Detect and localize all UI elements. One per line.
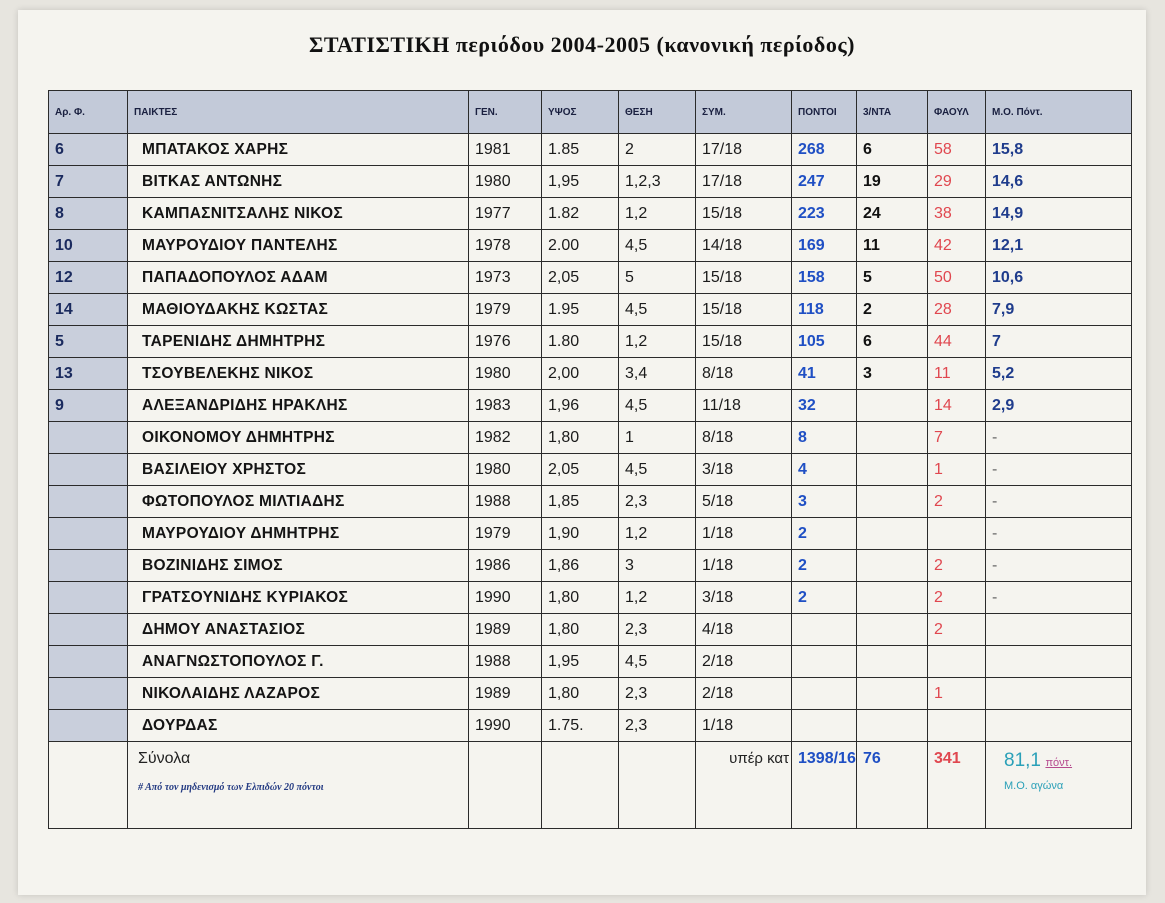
player-number-cell: 12 [49, 262, 128, 294]
position-cell: 1,2 [619, 582, 696, 614]
table-row [49, 358, 1132, 390]
header-games: ΣΥΜ. [696, 91, 792, 134]
average-points-cell [986, 646, 1132, 678]
position-cell: 2,3 [619, 486, 696, 518]
threes-cell [857, 614, 928, 646]
stats-table [48, 90, 1132, 829]
player-number-cell: 7 [49, 166, 128, 198]
header-position: ΘΕΣΗ [619, 91, 696, 134]
player-name-cell: ΤΣΟΥΒΕΛΕΚΗΣ ΝΙΚΟΣ [128, 358, 469, 390]
header-number: Αρ. Φ. [49, 91, 128, 134]
fouls-cell [928, 710, 986, 742]
player-number-cell [49, 486, 128, 518]
average-points-cell: 7,9 [986, 294, 1132, 326]
fouls-cell [928, 518, 986, 550]
birth-year-cell: 1973 [469, 262, 542, 294]
threes-cell: 11 [857, 230, 928, 262]
fouls-cell: 11 [928, 358, 986, 390]
player-name-cell: ΠΑΠΑΔΟΠΟΥΛΟΣ ΑΔΑΜ [128, 262, 469, 294]
threes-cell: 2 [857, 294, 928, 326]
player-name-cell: ΝΙΚΟΛΑΙΔΗΣ ΛΑΖΑΡΟΣ [128, 678, 469, 710]
table-row [49, 166, 1132, 198]
player-number-cell: 8 [49, 198, 128, 230]
height-cell: 1,90 [542, 518, 619, 550]
birth-year-cell: 1990 [469, 710, 542, 742]
table-row [49, 486, 1132, 518]
position-cell: 2,3 [619, 710, 696, 742]
fouls-cell: 2 [928, 614, 986, 646]
table-row [49, 390, 1132, 422]
height-cell: 2,00 [542, 358, 619, 390]
threes-cell [857, 646, 928, 678]
average-points-cell: 12,1 [986, 230, 1132, 262]
table-row [49, 454, 1132, 486]
birth-year-cell: 1978 [469, 230, 542, 262]
height-cell: 1,95 [542, 646, 619, 678]
table-row [49, 230, 1132, 262]
birth-year-cell: 1990 [469, 582, 542, 614]
fouls-cell: 1 [928, 678, 986, 710]
player-number-cell [49, 710, 128, 742]
position-cell: 3,4 [619, 358, 696, 390]
birth-year-cell: 1989 [469, 614, 542, 646]
table-row [49, 710, 1132, 742]
position-cell: 3 [619, 550, 696, 582]
player-number-cell [49, 678, 128, 710]
birth-year-cell: 1986 [469, 550, 542, 582]
games-played-cell: 15/18 [696, 294, 792, 326]
fouls-cell: 2 [928, 486, 986, 518]
player-name-cell: ΒΑΣΙΛΕΙΟΥ ΧΡΗΣΤΟΣ [128, 454, 469, 486]
table-row [49, 518, 1132, 550]
fouls-cell: 2 [928, 582, 986, 614]
height-cell: 2,05 [542, 454, 619, 486]
fouls-cell: 38 [928, 198, 986, 230]
threes-cell [857, 486, 928, 518]
average-points-cell: - [986, 486, 1132, 518]
birth-year-cell: 1982 [469, 422, 542, 454]
player-number-cell [49, 454, 128, 486]
player-name-cell: ΔΗΜΟΥ ΑΝΑΣΤΑΣΙΟΣ [128, 614, 469, 646]
average-points-cell [986, 678, 1132, 710]
threes-cell: 5 [857, 262, 928, 294]
fouls-cell: 14 [928, 390, 986, 422]
games-played-cell: 3/18 [696, 582, 792, 614]
position-cell: 1,2,3 [619, 166, 696, 198]
player-name-cell: ΔΟΥΡΔΑΣ [128, 710, 469, 742]
player-number-cell [49, 646, 128, 678]
player-name-cell: ΚΑΜΠΑΣΝΙΤΣΑΛΗΣ ΝΙΚΟΣ [128, 198, 469, 230]
player-name-cell: ΜΑΘΙΟΥΔΑΚΗΣ ΚΩΣΤΑΣ [128, 294, 469, 326]
player-name-cell: ΑΝΑΓΝΩΣΤΟΠΟΥΛΟΣ Γ. [128, 646, 469, 678]
threes-cell [857, 678, 928, 710]
points-cell: 223 [792, 198, 857, 230]
player-name-cell: ΑΛΕΞΑΝΔΡΙΔΗΣ ΗΡΑΚΛΗΣ [128, 390, 469, 422]
height-cell: 1,85 [542, 486, 619, 518]
document-sheet [18, 10, 1146, 895]
games-played-cell: 15/18 [696, 326, 792, 358]
position-cell: 1 [619, 422, 696, 454]
games-played-cell: 11/18 [696, 390, 792, 422]
position-cell: 5 [619, 262, 696, 294]
totals-games: υπέρ κατ [696, 742, 792, 829]
height-cell: 1,80 [542, 678, 619, 710]
average-points-cell: 14,9 [986, 198, 1132, 230]
points-cell: 247 [792, 166, 857, 198]
player-number-cell: 14 [49, 294, 128, 326]
fouls-cell: 7 [928, 422, 986, 454]
points-cell: 268 [792, 134, 857, 166]
table-row [49, 678, 1132, 710]
position-cell: 4,5 [619, 294, 696, 326]
totals-average-unit: πόντ. [1045, 757, 1073, 769]
totals-num-cell [49, 742, 128, 829]
player-number-cell: 10 [49, 230, 128, 262]
birth-year-cell: 1988 [469, 646, 542, 678]
threes-cell: 3 [857, 358, 928, 390]
player-name-cell: ΟΙΚΟΝΟΜΟΥ ΔΗΜΗΤΡΗΣ [128, 422, 469, 454]
fouls-cell: 44 [928, 326, 986, 358]
points-cell: 2 [792, 550, 857, 582]
birth-year-cell: 1988 [469, 486, 542, 518]
position-cell: 4,5 [619, 454, 696, 486]
points-cell [792, 614, 857, 646]
table-header-row [49, 91, 1132, 134]
fouls-cell: 58 [928, 134, 986, 166]
height-cell: 2,05 [542, 262, 619, 294]
table-row [49, 646, 1132, 678]
games-played-cell: 1/18 [696, 550, 792, 582]
birth-year-cell: 1977 [469, 198, 542, 230]
position-cell: 1,2 [619, 518, 696, 550]
games-played-cell: 15/18 [696, 262, 792, 294]
player-name-cell: ΜΑΥΡΟΥΔΙΟΥ ΠΑΝΤΕΛΗΣ [128, 230, 469, 262]
birth-year-cell: 1976 [469, 326, 542, 358]
header-points: ΠΟΝΤΟΙ [792, 91, 857, 134]
player-name-cell: ΒΟΖΙΝΙΔΗΣ ΣΙΜΟΣ [128, 550, 469, 582]
height-cell: 1.80 [542, 326, 619, 358]
table-row [49, 198, 1132, 230]
points-cell: 158 [792, 262, 857, 294]
points-cell: 32 [792, 390, 857, 422]
totals-pos-cell [619, 742, 696, 829]
points-cell: 8 [792, 422, 857, 454]
position-cell: 4,5 [619, 646, 696, 678]
table-row [49, 614, 1132, 646]
height-cell: 1.75. [542, 710, 619, 742]
table-row [49, 550, 1132, 582]
birth-year-cell: 1989 [469, 678, 542, 710]
height-cell: 2.00 [542, 230, 619, 262]
table-row [49, 422, 1132, 454]
average-points-cell: 14,6 [986, 166, 1132, 198]
position-cell: 4,5 [619, 230, 696, 262]
average-points-cell: - [986, 454, 1132, 486]
points-cell: 105 [792, 326, 857, 358]
player-name-cell: ΓΡΑΤΣΟΥΝΙΔΗΣ ΚΥΡΙΑΚΟΣ [128, 582, 469, 614]
height-cell: 1,86 [542, 550, 619, 582]
threes-cell: 6 [857, 326, 928, 358]
average-points-cell: 2,9 [986, 390, 1132, 422]
fouls-cell: 42 [928, 230, 986, 262]
player-number-cell [49, 550, 128, 582]
totals-height-cell [542, 742, 619, 829]
games-played-cell: 15/18 [696, 198, 792, 230]
birth-year-cell: 1980 [469, 454, 542, 486]
birth-year-cell: 1983 [469, 390, 542, 422]
player-number-cell [49, 422, 128, 454]
player-name-cell: ΒΙΤΚΑΣ ΑΝΤΩΝΗΣ [128, 166, 469, 198]
average-points-cell: - [986, 582, 1132, 614]
games-played-cell: 2/18 [696, 678, 792, 710]
fouls-cell: 29 [928, 166, 986, 198]
threes-cell [857, 550, 928, 582]
games-played-cell: 1/18 [696, 710, 792, 742]
threes-cell [857, 454, 928, 486]
player-name-cell: ΤΑΡΕΝΙΔΗΣ ΔΗΜΗΤΡΗΣ [128, 326, 469, 358]
player-number-cell: 5 [49, 326, 128, 358]
games-played-cell: 17/18 [696, 134, 792, 166]
position-cell: 1,2 [619, 198, 696, 230]
totals-row [49, 742, 1132, 829]
height-cell: 1,80 [542, 614, 619, 646]
header-average: Μ.Ο. Πόντ. [986, 91, 1132, 134]
player-name-cell: ΜΑΥΡΟΥΔΙΟΥ ΔΗΜΗΤΡΗΣ [128, 518, 469, 550]
games-played-cell: 2/18 [696, 646, 792, 678]
player-number-cell [49, 582, 128, 614]
totals-birth-cell [469, 742, 542, 829]
position-cell: 2,3 [619, 678, 696, 710]
points-cell: 169 [792, 230, 857, 262]
player-number-cell: 6 [49, 134, 128, 166]
header-fouls: ΦΑΟΥΛ [928, 91, 986, 134]
fouls-cell: 1 [928, 454, 986, 486]
birth-year-cell: 1980 [469, 358, 542, 390]
birth-year-cell: 1979 [469, 518, 542, 550]
fouls-cell: 28 [928, 294, 986, 326]
threes-cell [857, 422, 928, 454]
points-cell [792, 710, 857, 742]
birth-year-cell: 1980 [469, 166, 542, 198]
games-played-cell: 4/18 [696, 614, 792, 646]
games-played-cell: 8/18 [696, 358, 792, 390]
totals-threes: 76 [857, 742, 928, 829]
totals-average-cell [986, 742, 1132, 829]
average-points-cell: - [986, 422, 1132, 454]
threes-cell [857, 390, 928, 422]
games-played-cell: 14/18 [696, 230, 792, 262]
height-cell: 1.82 [542, 198, 619, 230]
average-points-cell: - [986, 550, 1132, 582]
height-cell: 1.95 [542, 294, 619, 326]
average-points-cell [986, 710, 1132, 742]
threes-cell: 24 [857, 198, 928, 230]
threes-cell [857, 710, 928, 742]
average-points-cell: 7 [986, 326, 1132, 358]
games-played-cell: 1/18 [696, 518, 792, 550]
header-height: ΥΨΟΣ [542, 91, 619, 134]
points-cell [792, 678, 857, 710]
player-name-cell: ΦΩΤΟΠΟΥΛΟΣ ΜΙΛΤΙΑΔΗΣ [128, 486, 469, 518]
threes-cell: 19 [857, 166, 928, 198]
points-cell: 2 [792, 518, 857, 550]
table-row [49, 326, 1132, 358]
birth-year-cell: 1979 [469, 294, 542, 326]
average-points-cell: 5,2 [986, 358, 1132, 390]
position-cell: 1,2 [619, 326, 696, 358]
points-cell: 4 [792, 454, 857, 486]
games-played-cell: 8/18 [696, 422, 792, 454]
header-threes: 3/ΝΤΑ [857, 91, 928, 134]
position-cell: 2,3 [619, 614, 696, 646]
position-cell: 2 [619, 134, 696, 166]
totals-points: 1398/16 [792, 742, 857, 829]
height-cell: 1,96 [542, 390, 619, 422]
games-played-cell: 3/18 [696, 454, 792, 486]
totals-label: Σύνολα [138, 750, 191, 767]
table-row [49, 262, 1132, 294]
threes-cell: 6 [857, 134, 928, 166]
totals-average-value: 81,1 [1004, 750, 1041, 771]
height-cell: 1,80 [542, 422, 619, 454]
birth-year-cell: 1981 [469, 134, 542, 166]
player-number-cell [49, 518, 128, 550]
table-row [49, 294, 1132, 326]
table-row [49, 134, 1132, 166]
player-number-cell: 9 [49, 390, 128, 422]
table-row [49, 582, 1132, 614]
points-cell [792, 646, 857, 678]
points-cell: 41 [792, 358, 857, 390]
player-name-cell: ΜΠΑΤΑΚΟΣ ΧΑΡΗΣ [128, 134, 469, 166]
points-cell: 2 [792, 582, 857, 614]
points-cell: 3 [792, 486, 857, 518]
threes-cell [857, 518, 928, 550]
header-birth: ΓΕΝ. [469, 91, 542, 134]
games-played-cell: 17/18 [696, 166, 792, 198]
totals-average-note: Μ.Ο. αγώνα [1004, 780, 1064, 792]
fouls-cell: 2 [928, 550, 986, 582]
header-players: ΠΑΙΚΤΕΣ [128, 91, 469, 134]
average-points-cell: 10,6 [986, 262, 1132, 294]
page-title: ΣΤΑΤΙΣΤΙΚΗ περιόδου 2004-2005 (κανονική περίοδος) [309, 32, 855, 57]
threes-cell [857, 582, 928, 614]
position-cell: 4,5 [619, 390, 696, 422]
games-played-cell: 5/18 [696, 486, 792, 518]
player-number-cell [49, 614, 128, 646]
points-cell: 118 [792, 294, 857, 326]
fouls-cell: 50 [928, 262, 986, 294]
height-cell: 1.85 [542, 134, 619, 166]
totals-footnote: # Από τον μηδενισμό των Ελπιδών 20 πόντοι [138, 782, 324, 793]
height-cell: 1,95 [542, 166, 619, 198]
average-points-cell [986, 614, 1132, 646]
height-cell: 1,80 [542, 582, 619, 614]
totals-label-cell [128, 742, 469, 829]
average-points-cell: - [986, 518, 1132, 550]
totals-fouls: 341 [928, 742, 986, 829]
fouls-cell [928, 646, 986, 678]
player-number-cell: 13 [49, 358, 128, 390]
average-points-cell: 15,8 [986, 134, 1132, 166]
